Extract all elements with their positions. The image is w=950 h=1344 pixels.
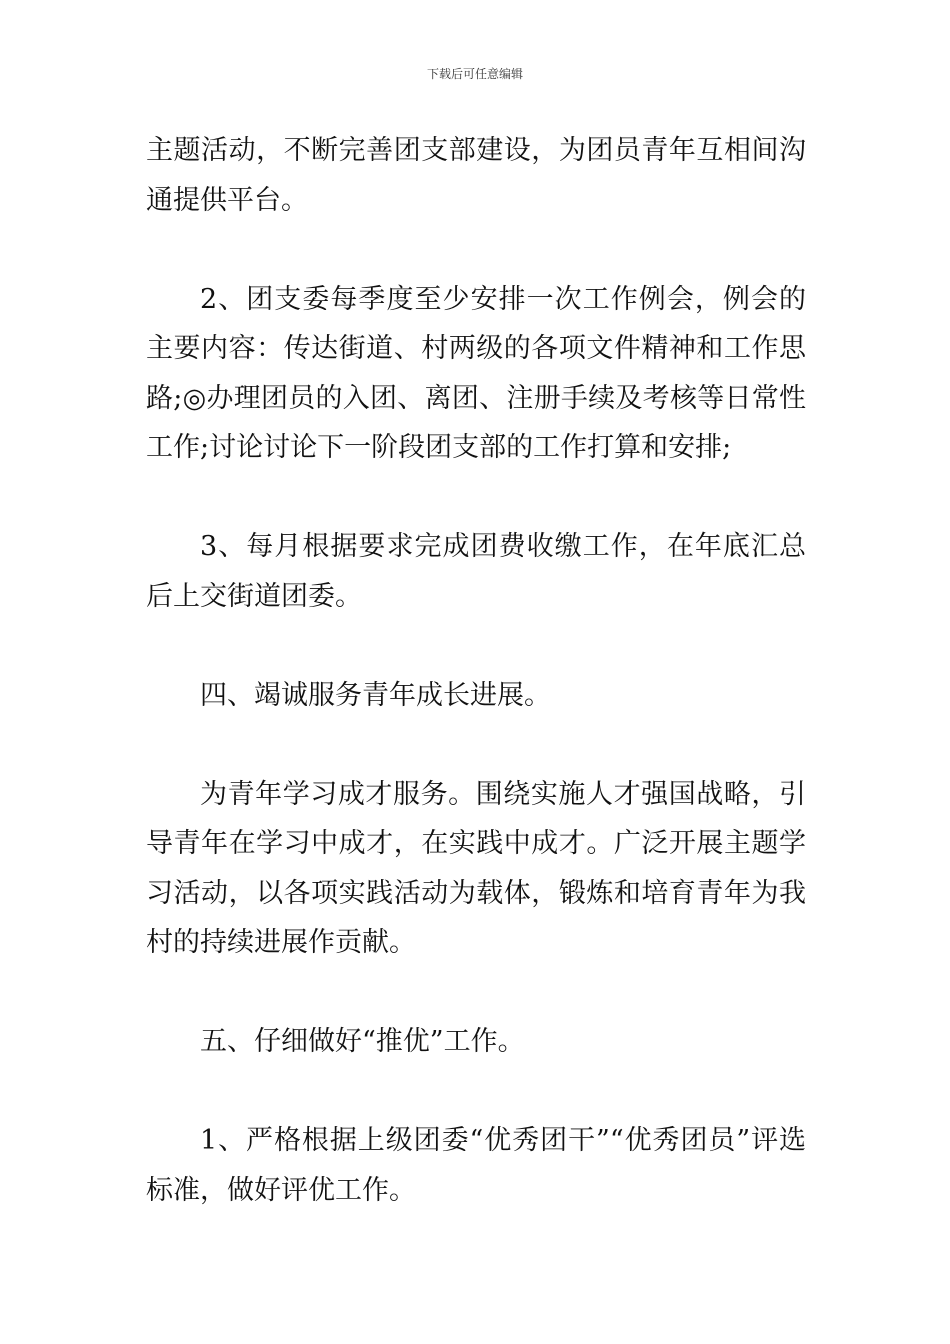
paragraph-gap bbox=[146, 968, 806, 1018]
paragraph-gap bbox=[146, 225, 806, 275]
section-heading-5: 五、仔细做好“推优”工作。 bbox=[200, 1026, 525, 1057]
paragraph-gap bbox=[146, 473, 806, 523]
document-body bbox=[146, 126, 806, 1215]
paragraph-gap bbox=[146, 720, 806, 770]
page-header: 下载后可任意编辑 bbox=[426, 67, 523, 81]
paragraph-item-2: 2、团支委每季度至少安排一次工作例会，例会的主要内容：传达街道、村两级的各项文件精神和工作思路;◎办理团员的入团、离团、注册手续及考核等日常性工作;讨论讨论下一阶段团支部的工作打算和安排; bbox=[146, 283, 806, 463]
section-heading-4: 四、竭诚服务青年成长进展。 bbox=[200, 679, 551, 711]
paragraph-item-1: 1、严格根据上级团委“优秀团干”“优秀团员”评选标准，做好评优工作。 bbox=[146, 1125, 806, 1206]
paragraph-gap bbox=[146, 1067, 806, 1117]
paragraph-continued: 主题活动，不断完善团支部建设，为团员青年互相间沟通提供平台。 bbox=[146, 135, 806, 216]
paragraph-gap bbox=[146, 621, 806, 671]
paragraph-item-3: 3、每月根据要求完成团费收缴工作，在年底汇总后上交街道团委。 bbox=[146, 531, 806, 612]
paragraph-section-4-body: 为青年学习成才服务。围绕实施人才强国战略，引导青年在学习中成才，在实践中成才。广泛开展主题学习活动，以各项实践活动为载体，锻炼和培育青年为我村的持续进展作贡献。 bbox=[146, 778, 806, 958]
